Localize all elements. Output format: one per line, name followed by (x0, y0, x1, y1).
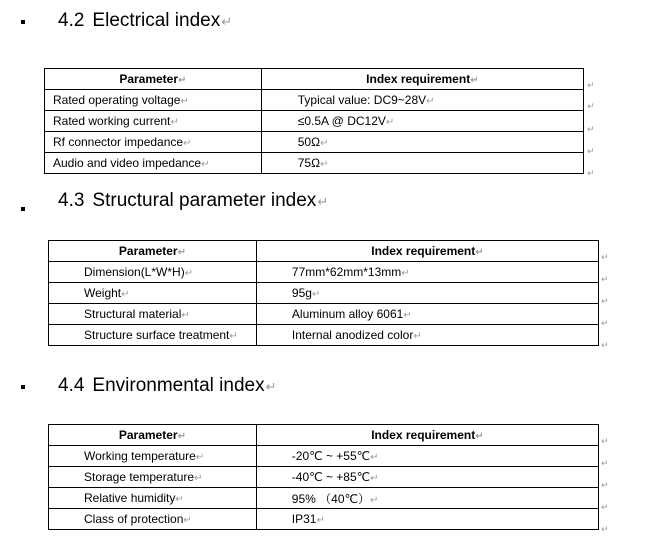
row-end-mark-icon: ↵ (601, 296, 609, 306)
row-end-mark-icon: ↵ (601, 524, 609, 534)
heading-bullet (21, 207, 25, 211)
table-row (45, 153, 584, 174)
column-header-parameter: Parameter↵ (49, 425, 257, 446)
section-heading-structural (58, 190, 328, 213)
section-heading-environmental (58, 375, 276, 398)
parameter-cell: Structure surface treatment↵ (49, 325, 257, 346)
heading-bullet (21, 385, 25, 389)
electrical-index-table (44, 68, 584, 174)
section-heading-electrical (58, 10, 232, 33)
section-number: 4.4 (58, 375, 85, 396)
table-row (49, 325, 599, 346)
table-header-row (49, 425, 599, 446)
table-row (49, 446, 599, 467)
section-number: 4.3 (58, 190, 85, 211)
row-end-mark-icon: ↵ (601, 502, 609, 512)
parameter-cell: Storage temperature↵ (49, 467, 257, 488)
parameter-cell: Working temperature↵ (49, 446, 257, 467)
section-title: Environmental index (92, 375, 265, 396)
value-cell: 75Ω↵ (261, 153, 583, 174)
value-cell: Aluminum alloy 6061↵ (256, 304, 598, 325)
row-end-mark-icon: ↵ (601, 458, 609, 468)
table-row (49, 467, 599, 488)
parameter-cell: Audio and video impedance↵ (45, 153, 262, 174)
table-row (45, 90, 584, 111)
value-cell: 50Ω↵ (261, 132, 583, 153)
column-header-parameter: Parameter↵ (45, 69, 262, 90)
table-row (49, 304, 599, 325)
row-end-mark-icon: ↵ (587, 101, 595, 111)
section-title: Electrical index (92, 10, 221, 31)
table-row (45, 132, 584, 153)
row-end-mark-icon: ↵ (587, 124, 595, 134)
row-end-mark-icon: ↵ (601, 480, 609, 490)
value-cell: Internal anodized color↵ (256, 325, 598, 346)
table-header-row (49, 241, 599, 262)
table-row (49, 509, 599, 530)
row-end-mark-icon: ↵ (601, 252, 609, 262)
table-row (49, 283, 599, 304)
table-row (45, 111, 584, 132)
parameter-cell: Class of protection↵ (49, 509, 257, 530)
return-mark-icon: ↵ (265, 379, 277, 394)
row-end-mark-icon: ↵ (587, 146, 595, 156)
value-cell: -20℃ ~ +55℃↵ (256, 446, 598, 467)
column-header-index-requirement: Index requirement↵ (256, 425, 598, 446)
parameter-cell: Weight↵ (49, 283, 257, 304)
value-cell: 95g↵ (256, 283, 598, 304)
structural-parameter-table (48, 240, 599, 346)
parameter-cell: Relative humidity↵ (49, 488, 257, 509)
value-cell: 77mm*62mm*13mm↵ (256, 262, 598, 283)
return-mark-icon: ↵ (221, 14, 233, 29)
parameter-cell: Rated working current↵ (45, 111, 262, 132)
column-header-index-requirement: Index requirement↵ (256, 241, 598, 262)
value-cell: 95% （40℃）↵ (256, 488, 598, 509)
row-end-mark-icon: ↵ (601, 436, 609, 446)
row-end-mark-icon: ↵ (601, 274, 609, 284)
parameter-cell: Dimension(L*W*H)↵ (49, 262, 257, 283)
row-end-mark-icon: ↵ (587, 168, 595, 178)
heading-bullet (21, 20, 25, 24)
value-cell: -40℃ ~ +85℃↵ (256, 467, 598, 488)
value-cell: ≤0.5A @ DC12V↵ (261, 111, 583, 132)
value-cell: Typical value: DC9~28V↵ (261, 90, 583, 111)
section-number: 4.2 (58, 10, 85, 31)
parameter-cell: Rf connector impedance↵ (45, 132, 262, 153)
row-end-mark-icon: ↵ (601, 340, 609, 350)
column-header-parameter: Parameter↵ (49, 241, 257, 262)
row-end-mark-icon: ↵ (587, 80, 595, 90)
table-row (49, 262, 599, 283)
return-mark-icon: ↵ (317, 194, 329, 209)
row-end-mark-icon: ↵ (601, 318, 609, 328)
parameter-cell: Rated operating voltage↵ (45, 90, 262, 111)
parameter-cell: Structural material↵ (49, 304, 257, 325)
column-header-index-requirement: Index requirement↵ (261, 69, 583, 90)
section-title: Structural parameter index (92, 190, 317, 211)
table-row (49, 488, 599, 509)
environmental-index-table (48, 424, 599, 530)
value-cell: IP31↵ (256, 509, 598, 530)
table-header-row (45, 69, 584, 90)
